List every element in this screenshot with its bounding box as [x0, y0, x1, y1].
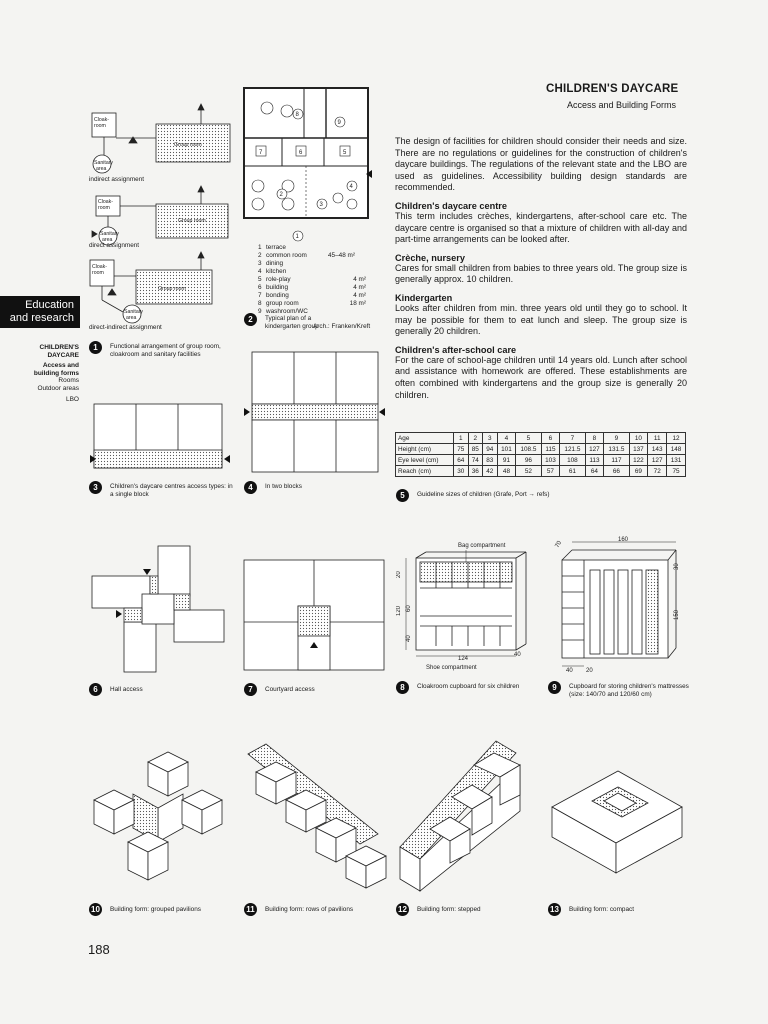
section-text: Cares for small children from babies to three years old. The group size is generally approx. 10 children. [395, 262, 687, 285]
fig1-label-direct-indirect: direct-indirect assignment [89, 324, 162, 331]
fig8-width-label: 124 [458, 656, 469, 662]
section-text: This term includes crèches, kindergartens, after-school care etc. The daycare centre is organised so that a mixture of children with all-day and part-time arrangements can be looked after. [395, 210, 687, 245]
fig2-floor-plan [242, 86, 372, 246]
section-heading: Kindergarten [395, 292, 453, 303]
fig10-number: 10 [89, 903, 102, 916]
fig1-number: 1 [89, 341, 102, 354]
svg-text:2: 2 [279, 192, 283, 198]
svg-text:Cloak-: Cloak- [98, 199, 113, 205]
table-row: Height (cm) 75 85 94 101 108.5 115 121.5 127 131.5 137 143 148 [396, 444, 686, 455]
fig5-caption: Guideline sizes of children (Grafe, Port → refs) [417, 491, 550, 498]
svg-text:7: 7 [259, 150, 263, 156]
fig9-dim: 40 [566, 668, 573, 674]
section-tab [0, 296, 80, 328]
fig7-caption: Courtyard access [265, 686, 315, 693]
table-row: Age 1 2 3 4 5 6 7 8 9 10 11 12 [396, 433, 686, 444]
table-row: Reach (cm) 30 36 42 48 52 57 61 64 66 69 72 75 [396, 466, 686, 477]
fig2-legend-row: 8 group room 18 m² [258, 300, 366, 307]
sidebar-nav [20, 344, 79, 403]
fig1-label-direct: direct assignment [89, 242, 140, 249]
svg-text:5: 5 [343, 150, 347, 156]
fig6-number: 6 [89, 683, 102, 696]
fig13-diagram [548, 745, 688, 885]
fig9-number: 9 [548, 681, 561, 694]
fig2-caption: Typical plan of a kindergarten group [265, 315, 319, 330]
fig12-caption: Building form: stepped [417, 906, 481, 913]
sidebar-item[interactable]: LBO [65, 395, 79, 403]
fig8-bottom-label: Shoe compartment [426, 665, 477, 671]
fig4-diagram [242, 350, 387, 475]
svg-text:room: room [94, 123, 106, 129]
fig6-diagram [88, 540, 233, 675]
sidebar-item[interactable]: Access and [42, 362, 79, 370]
section-text: For the care of school-age children until 14 years old. Lunch after school and assistance with homework are offered. These establishments are often combined with kindergartens and the group size is generally 20 children. [395, 354, 687, 400]
fig12-diagram [396, 735, 531, 895]
svg-text:Group room: Group room [178, 218, 206, 224]
table-row: Eye level (cm) 64 74 83 91 96 103 108 113 117 122 127 131 [396, 455, 686, 466]
fig2-legend-row: 9 washroom/WC [258, 308, 308, 315]
fig2-legend-row: 4 kitchen [258, 268, 287, 275]
svg-text:area: area [102, 237, 113, 243]
svg-text:area: area [96, 166, 107, 172]
sidebar-item[interactable]: CHILDREN'S [39, 344, 79, 351]
fig7-number: 7 [244, 683, 257, 696]
fig9-depth-label: 70 [554, 540, 564, 549]
fig3-number: 3 [89, 481, 102, 494]
fig8-dim: 60 [406, 605, 412, 612]
section-heading: Crèche, nursery [395, 252, 465, 263]
fig8-dim: 120 [396, 605, 402, 616]
fig8-dim: 20 [396, 571, 402, 578]
fig2-legend-row: 1 terrace [258, 244, 286, 251]
fig9-diagram [548, 530, 688, 675]
fig9-dim: 20 [586, 668, 593, 674]
section-heading: Children's after-school care [395, 344, 517, 355]
svg-text:room: room [98, 205, 110, 211]
fig1-label-indirect: indirect assignment [89, 176, 145, 183]
fig12-number: 12 [396, 903, 409, 916]
section-tab-line1: Education [25, 299, 74, 311]
page-subtitle: Access and Building Forms [567, 100, 677, 110]
main-text-column [395, 136, 687, 401]
fig2-legend-row: 2 common room 45–48 m² [258, 252, 355, 259]
fig4-number: 4 [244, 481, 257, 494]
svg-text:1: 1 [295, 234, 299, 240]
svg-text:3: 3 [319, 202, 323, 208]
fig2-legend-row: 5 role-play 4 m² [258, 276, 366, 283]
fig8-diagram [396, 538, 531, 673]
svg-text:Cloak-: Cloak- [92, 264, 107, 270]
fig3-diagram [88, 400, 233, 472]
fig11-caption: Building form: rows of pavilions [265, 906, 354, 913]
fig11-number: 11 [244, 903, 257, 916]
fig9-caption: Cupboard for storing children's mattresses (size: 140/70 and 120/60 cm) [569, 683, 689, 698]
fig7-diagram [242, 558, 387, 673]
fig11-diagram [242, 738, 387, 893]
svg-text:Group room: Group room [158, 286, 186, 292]
fig1-group-room-label: Group room [174, 142, 202, 148]
fig1-diagram [88, 100, 238, 335]
svg-text:area: area [126, 315, 137, 321]
fig8-top-label: Bag compartment [458, 543, 506, 549]
fig9-width-label: 160 [618, 537, 629, 543]
svg-text:6: 6 [299, 150, 303, 156]
section-heading: Children's daycare centre [395, 200, 507, 211]
fig2-number: 2 [244, 313, 257, 326]
sidebar-item[interactable]: building forms [33, 369, 79, 377]
svg-text:room: room [92, 270, 104, 276]
fig8-caption: Cloakroom cupboard for six children [417, 683, 520, 690]
fig2-legend [258, 244, 366, 316]
section-tab-line2: and research [9, 312, 74, 324]
page-number: 188 [88, 942, 110, 957]
fig8-number: 8 [396, 681, 409, 694]
fig13-caption: Building form: compact [569, 906, 634, 913]
fig3-caption: Children's daycare centres access types: in a single block [110, 483, 233, 498]
sidebar-item[interactable]: Outdoor areas [37, 384, 79, 392]
svg-text:Sanitary: Sanitary [124, 309, 144, 315]
svg-text:Sanitary: Sanitary [100, 231, 120, 237]
page-title: CHILDREN'S DAYCARE [546, 83, 679, 95]
fig9-dim: 150 [674, 609, 680, 620]
fig2-legend-row: 7 bonding 4 m² [258, 292, 366, 299]
sidebar-item[interactable]: Rooms [58, 377, 79, 385]
fig2-credit: Arch.: Franken/Kreft [313, 323, 371, 330]
fig1-cloakroom-label: Cloak- [94, 117, 109, 123]
fig10-diagram [88, 738, 228, 888]
fig6-caption: Hall access [110, 686, 143, 693]
svg-text:8: 8 [295, 112, 299, 118]
fig13-number: 13 [548, 903, 561, 916]
intro-paragraph: The design of facilities for children should consider their needs and size. There are no regulations or guidelines for the construction of children's daycare buildings. The regulations of the relevant state and the LBO are used as guidelines. Accessibility building design standards are recommended. [395, 136, 687, 193]
fig8-dim: 40 [406, 635, 412, 642]
fig2-legend-row: 3 dining [258, 260, 284, 267]
fig2-legend-row: 6 building 4 m² [258, 284, 366, 291]
fig10-caption: Building form: grouped pavilions [110, 906, 201, 913]
svg-text:Sanitary: Sanitary [94, 160, 114, 166]
fig9-dim: 30 [674, 563, 680, 570]
sidebar-item[interactable]: DAYCARE [47, 351, 79, 359]
svg-text:4: 4 [349, 184, 353, 190]
fig1-caption: Functional arrangement of group room, cloakroom and sanitary facilities [110, 343, 221, 358]
guideline-sizes-table [395, 432, 686, 477]
fig4-caption: In two blocks [265, 483, 302, 490]
fig5-number: 5 [396, 489, 409, 502]
fig8-depth-label: 40 [514, 652, 521, 658]
svg-text:9: 9 [337, 120, 341, 126]
section-text: Looks after children from min. three years old until they go to school. It may be possible for them to eat lunch and sleep. The group size is generally 20 children. [395, 302, 687, 337]
fig1-group-c [90, 252, 212, 323]
